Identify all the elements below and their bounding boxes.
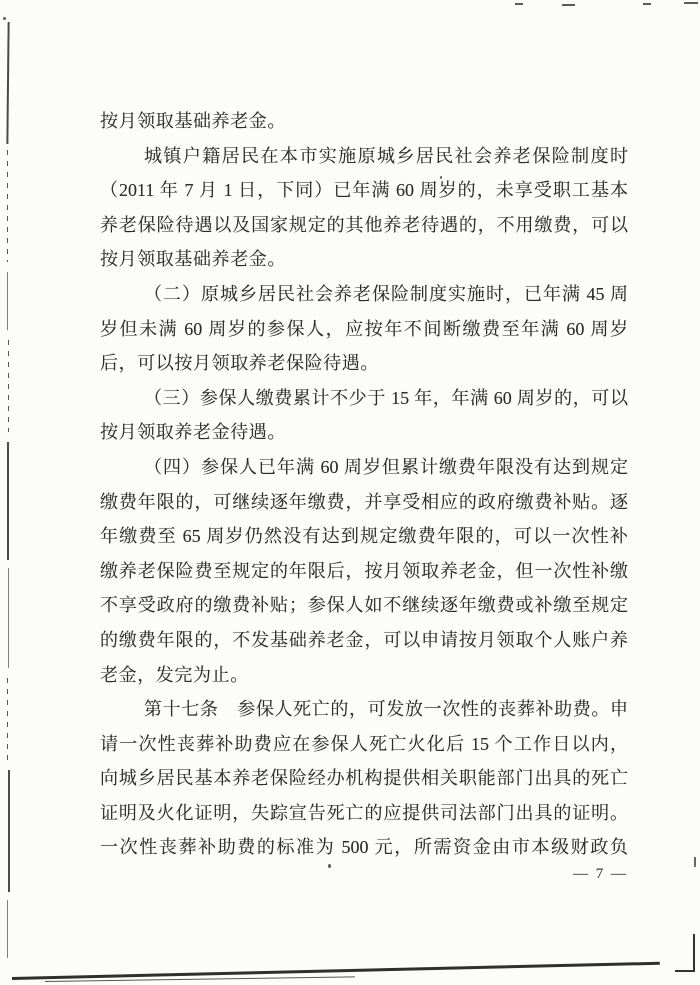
text-line: 城镇户籍居民在本市实施原城乡居民社会养老保险制度时 — [144, 145, 628, 166]
text-line: （四）参保人已年满 60 周岁但累计缴费年限没有达到规定 — [144, 456, 628, 477]
scan-speck — [3, 17, 6, 20]
left-edge-scan-line — [7, 442, 9, 560]
text-line: 后，可以按月领取养老保险待遇。 — [100, 353, 379, 374]
text-line: 年缴费至 65 周岁仍然没有达到规定缴费年限的，可以一次性补 — [100, 526, 628, 547]
text-line: 向城乡居民基本养老保险经办机构提供相关职能部门出具的死亡 — [100, 768, 628, 789]
text-line: 缴费年限的，可继续逐年缴费，并享受相应的政府缴费补贴。逐 — [100, 491, 628, 512]
text-line: （二）原城乡居民社会养老保险制度实施时，已年满 45 周 — [144, 283, 628, 304]
left-edge-scan-line — [8, 340, 9, 432]
text-line: 第十七条 参保人死亡的，可发放一次性的丧葬补助费。申 — [144, 699, 628, 720]
text-line: （三）参保人缴费累计不少于 15 年，年满 60 周岁的，可以 — [144, 387, 628, 408]
bottom-paper-edge-line — [12, 962, 660, 980]
page-number: — 7 — — [573, 866, 628, 882]
left-edge-scan-line — [7, 272, 8, 330]
text-line: 按月领取基础养老金。 — [100, 249, 286, 270]
bottom-right-corner-mark — [693, 934, 695, 972]
text-line: 的缴费年限的，不发基础养老金，可以申请按月领取个人账户养 — [100, 629, 628, 650]
text-line: 请一次性丧葬补助费应在参保人死亡火化后 15 个工作日以内， — [100, 733, 628, 754]
top-edge-scan-dash — [515, 3, 523, 5]
text-line: 老金，发完为止。 — [100, 664, 249, 685]
left-edge-scan-line — [7, 900, 8, 958]
top-edge-scan-dash — [643, 3, 651, 5]
left-edge-scan-line — [6, 22, 9, 144]
top-edge-scan-dash — [684, 2, 698, 4]
text-line: （2011 年 7 月 1 日，下同）已年满 60 周岁的，未享受职工基本 — [100, 180, 628, 201]
document-body — [100, 104, 628, 865]
text-line: 按月领取养老金待遇。 — [100, 422, 286, 443]
text-line: 不享受政府的缴费补贴；参保人如不继续逐年缴费或补缴至规定 — [100, 595, 628, 616]
text-line: 一次性丧葬补助费的标准为 500 元，所需资金由市本级财政负 — [100, 837, 628, 858]
left-edge-scan-line — [8, 770, 10, 892]
right-edge-scan-tick — [694, 857, 696, 867]
text-line: 养老保险待遇以及国家规定的其他养老待遇的，不用缴费，可以 — [100, 214, 628, 235]
left-edge-scan-line — [7, 678, 8, 762]
text-line: 按月领取基础养老金。 — [100, 111, 286, 131]
text-line: 岁但未满 60 周岁的参保人，应按年不间断缴费至年满 60 周岁 — [100, 318, 628, 339]
left-edge-scan-line — [8, 568, 9, 668]
bottom-right-corner-mark — [675, 970, 695, 972]
text-line: 缴养老保险费至规定的年限后，按月领取养老金，但一次性补缴 — [100, 560, 628, 581]
left-edge-scan-line — [7, 150, 8, 262]
bottom-paper-edge-line-2 — [45, 976, 355, 982]
text-line: 证明及火化证明，失踪宣告死亡的应提供司法部门出具的证明。 — [100, 802, 628, 823]
top-edge-scan-dash — [562, 4, 575, 6]
